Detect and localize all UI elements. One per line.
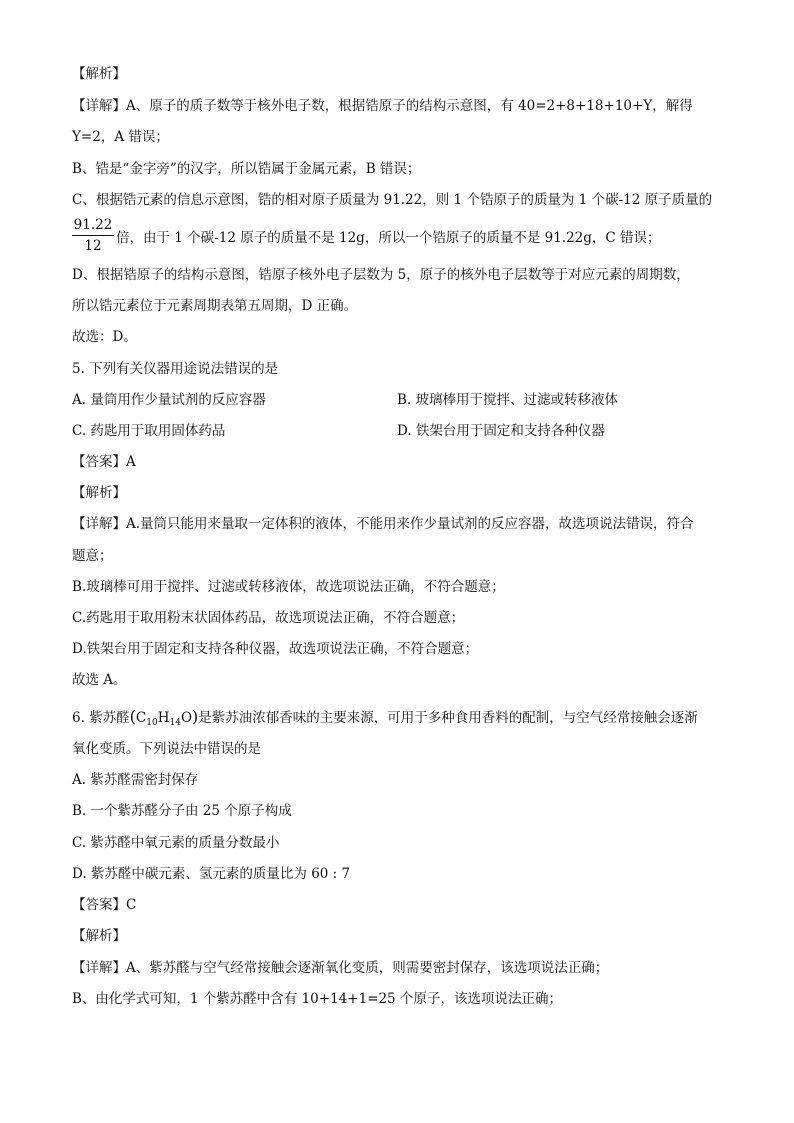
option-5a: A. 量筒用作少量试剂的反应容器 bbox=[72, 392, 266, 408]
fraction-bar bbox=[72, 235, 114, 236]
analysis-heading-1: 【解析】 bbox=[72, 66, 126, 82]
paren-open: ( bbox=[129, 707, 136, 726]
answer-6: 【答案】C bbox=[72, 897, 137, 913]
chemical-formula bbox=[136, 710, 192, 726]
formula-c: C bbox=[135, 710, 147, 726]
detail-line: D.铁架台用于固定和支持各种仪器，故选项说法正确，不符合题意； bbox=[72, 641, 479, 657]
detail-line: D、根据锆原子的结构示意图，锆原子核外电子层数为 5，原子的核外电子层数等于对应元素的周期数， bbox=[72, 267, 690, 283]
option-5c: C. 药匙用于取用固体药品 bbox=[72, 423, 226, 439]
detail-line: 题意； bbox=[72, 548, 113, 564]
fraction-numerator: 91.22 bbox=[73, 217, 113, 233]
detail-line: Y=2，A 错误； bbox=[72, 129, 169, 145]
analysis-heading-3: 【解析】 bbox=[72, 928, 126, 944]
conclusion: 故选：D。 bbox=[72, 329, 137, 345]
formula-o: O bbox=[180, 710, 193, 726]
option-5d: D. 铁架台用于固定和支持各种仪器 bbox=[397, 423, 605, 439]
formula-c-sub: 10 bbox=[146, 718, 158, 728]
formula-h: H bbox=[157, 710, 170, 726]
detail-line: C、根据锆元素的信息示意图，锆的相对原子质量为 91.22，则 1 个锆原子的质量为 1 个碳-12 原子质量的 bbox=[72, 192, 713, 208]
question-5: 5. 下列有关仪器用途说法错误的是 bbox=[72, 361, 279, 377]
formula-h-sub: 14 bbox=[169, 718, 181, 728]
question-6-prefix: 6. 紫苏醛 bbox=[72, 710, 130, 726]
detail-line: 所以锆元素位于元素周期表第五周期，D 正确。 bbox=[72, 298, 358, 314]
option-6a: A. 紫苏醛需密封保存 bbox=[72, 772, 199, 788]
conclusion: 故选 A。 bbox=[72, 672, 127, 688]
detail-line: B、由化学式可知，1 个紫苏醛中含有 10+14+1=25 个原子，该选项说法正确； bbox=[72, 991, 562, 1007]
detail-line: B、锆是“金字旁”的汉字，所以锆属于金属元素，B 错误； bbox=[72, 161, 421, 177]
fraction bbox=[72, 216, 114, 255]
fraction-denominator: 12 bbox=[84, 238, 102, 254]
detail-line: 倍，由于 1 个碳-12 原子的质量不是 12g，所以一个锆原子的质量不是 91.22g，C 错误； bbox=[116, 230, 661, 246]
question-6-line-2: 氧化变质。下列说法中错误的是 bbox=[72, 741, 261, 757]
question-6 bbox=[72, 707, 698, 733]
option-6d: D. 紫苏醛中碳元素、氢元素的质量比为 60 : 7 bbox=[72, 866, 351, 882]
detail-line: 【详解】A、紫苏醛与空气经常接触会逐渐氧化变质，则需要密封保存，该选项说法正确； bbox=[72, 960, 609, 976]
question-6-text: 是紫苏油浓郁香味的主要来源，可用于多种食用香料的配制，与空气经常接触会逐渐 bbox=[198, 710, 698, 726]
detail-line: 【详解】A.量筒只能用来量取一定体积的液体，不能用来作少量试剂的反应容器，故选项说法错误，符合 bbox=[72, 516, 694, 532]
detail-line: C.药匙用于取用粉末状固体药品，故选项说法正确，不符合题意； bbox=[72, 610, 465, 626]
answer-5: 【答案】A bbox=[72, 454, 136, 470]
detail-line: 【详解】A、原子的质子数等于核外电子数，根据锆原子的结构示意图，有 40=2+8+18+10+Y，解得 bbox=[72, 98, 693, 114]
paren-close: ) bbox=[192, 707, 199, 726]
analysis-heading-2: 【解析】 bbox=[72, 485, 126, 501]
option-6b: B. 一个紫苏醛分子由 25 个原子构成 bbox=[72, 803, 292, 819]
detail-line: B.玻璃棒可用于搅拌、过滤或转移液体，故选项说法正确，不符合题意； bbox=[72, 579, 505, 595]
option-5b: B. 玻璃棒用于搅拌、过滤或转移液体 bbox=[397, 392, 619, 408]
option-6c: C. 紫苏醛中氧元素的质量分数最小 bbox=[72, 835, 280, 851]
